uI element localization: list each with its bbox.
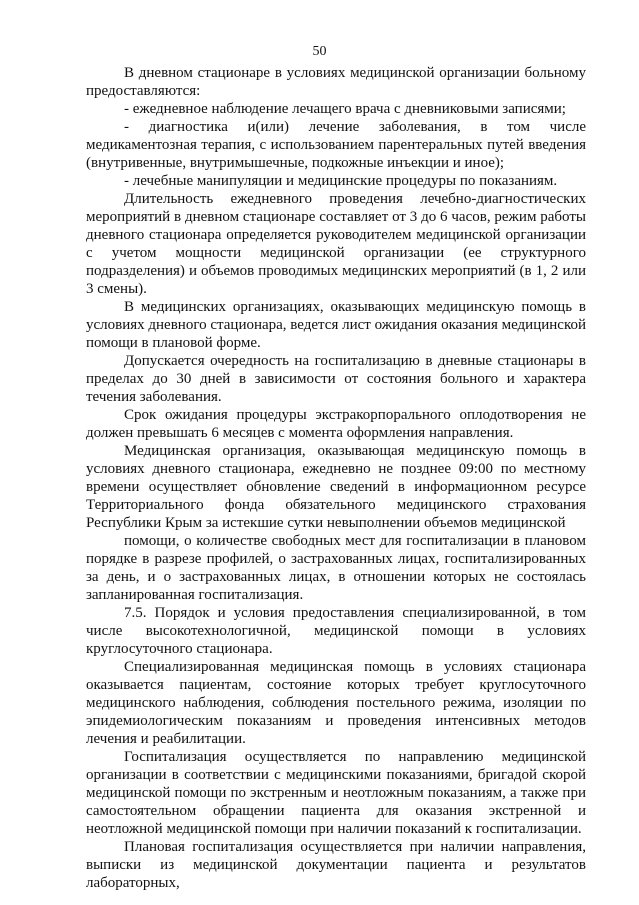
- list-item: - лечебные манипуляции и медицинские процедуры по показаниям.: [124, 173, 558, 189]
- list-item: - диагностика и(или) лечение заболевания, в том числе медикаментозная терапия, с использованием парентеральных путей введения (внутривенные, внутримышечные, подкожные инъекции и иное);: [86, 119, 586, 171]
- document-body: [86, 64, 586, 892]
- paragraph: Плановая госпитализация осуществляется при наличии направления, выписки из медицинской документации пациента и результатов лабораторных,: [86, 839, 586, 891]
- paragraph: Медицинская организация, оказывающая медицинскую помощь в условиях дневного стационара, ежедневно не позднее 09:00 по местному времени осуществляет обновление сведений в информационном ресурсе Территориального фонда обязательного медицинского страхования Республики Крым за истекшие сутки невыполнении объемов медицинской: [86, 443, 586, 531]
- paragraph: помощи, о количестве свободных мест для госпитализации в плановом порядке в разрезе профилей, о застрахованных лицах, госпитализированных за день, и о застрахованных лицах, в отношении которых не состоялась запланированная госпитализация.: [86, 533, 586, 603]
- paragraph: Срок ожидания процедуры экстракорпорального оплодотворения не должен превышать 6 месяцев с момента оформления направления.: [86, 407, 586, 441]
- paragraph: В дневном стационаре в условиях медицинской организации больному предоставляются:: [86, 65, 586, 99]
- paragraph: Длительность ежедневного проведения лечебно-диагностических мероприятий в дневном стационаре составляет от 3 до 6 часов, режим работы дневного стационара определяется руководителем медицинской организации с учетом мощности медицинской организации (ее структурного подразделения) и объемов проводимых медицинских мероприятий (в 1, 2 или 3 смены).: [86, 191, 586, 297]
- page-number: 50: [312, 44, 327, 59]
- paragraph: В медицинских организациях, оказывающих медицинскую помощь в условиях дневного стационара, ведется лист ожидания оказания медицинской помощи в плановой форме.: [86, 299, 586, 351]
- section-heading: 7.5. Порядок и условия предоставления специализированной, в том числе высокотехнологичной, медицинской помощи в условиях круглосуточного стационара.: [86, 605, 586, 657]
- paragraph: Допускается очередность на госпитализацию в дневные стационары в пределах до 30 дней в зависимости от состояния больного и характера течения заболевания.: [86, 353, 586, 405]
- paragraph: Госпитализация осуществляется по направлению медицинской организации в соответствии с медицинскими показаниями, бригадой скорой медицинской помощи по экстренным и неотложным показаниям, а также при самостоятельном обращении пациента для оказания экстренной и неотложной медицинской помощи при наличии показаний к госпитализации.: [86, 749, 586, 837]
- paragraph: Специализированная медицинская помощь в условиях стационара оказывается пациентам, состояние которых требует круглосуточного медицинского наблюдения, соблюдения постельного режима, изоляции по эпидемиологическим показаниям и проведения интенсивных методов лечения и реабилитации.: [86, 659, 586, 747]
- list-item: - ежедневное наблюдение лечащего врача с дневниковыми записями;: [124, 101, 566, 117]
